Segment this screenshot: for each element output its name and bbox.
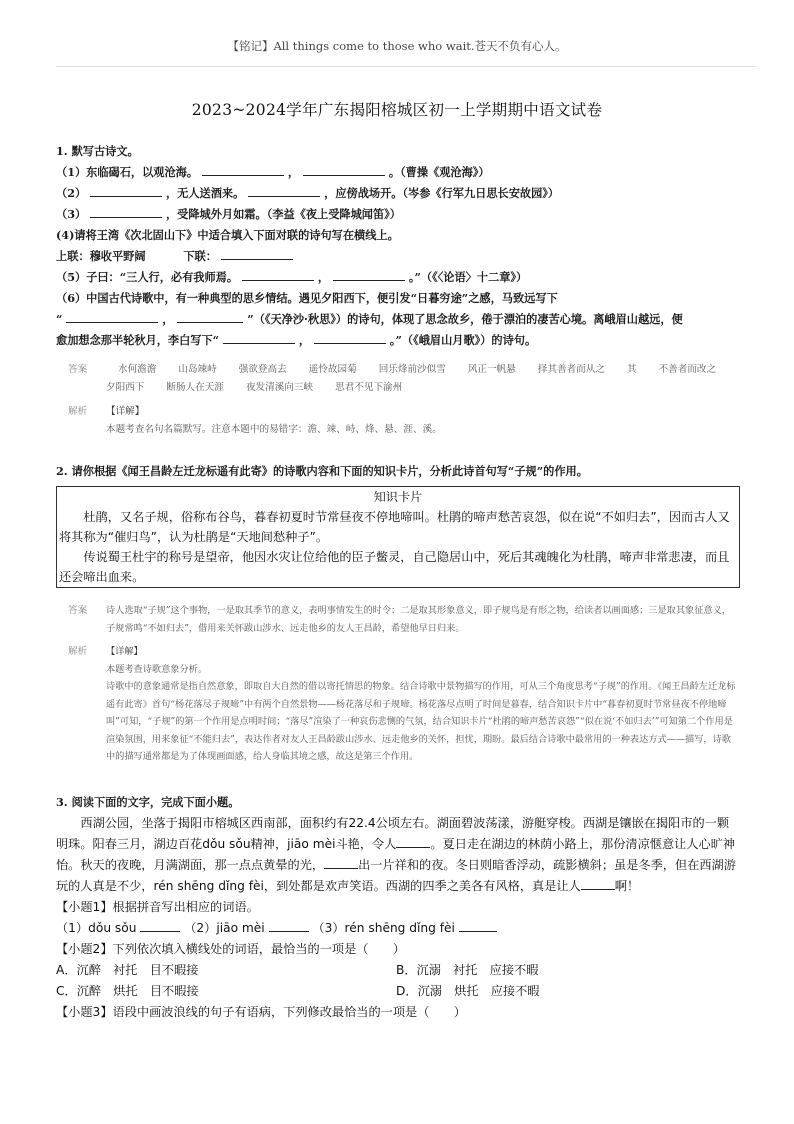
answer-blank[interactable] [303,163,385,176]
passage-part: 。夏日走在湖边的林荫小路上，那份清凉惬意让人心旷神怡。秋天的夜晚，月满湖面，那一点点黄晕的光， [56,836,736,872]
exam-content [56,141,740,1023]
answer-item: 断肠人在天涯 [166,382,224,393]
q1-item-3 [56,204,740,225]
answer-item: 思君不见下渝州 [335,382,403,393]
answer-blank[interactable] [177,310,243,323]
q1-item-1 [56,162,740,183]
q1-item-5-source: 。”（《〈论语〉十二章》） [408,270,528,284]
knowledge-card-title: 知识卡片 [373,490,423,504]
answer-blank[interactable] [140,919,180,932]
q1-item-6-source: 。”（《峨眉山月歌》）的诗句。 [389,333,537,347]
answer-item: 其 [626,364,637,375]
answer-tag: 答案 [68,605,88,616]
q3-subquestion-1: 【小题1】根据拼音写出相应的词语。 [56,899,259,914]
q3-subquestion-3: 【小题3】语段中画波浪线的句子有语病，下列修改最恰当的一项是（ ） [56,1004,466,1019]
q1-item-1-sep: ， [287,165,300,179]
analysis-tag: 解析 [68,646,88,657]
header-divider [56,66,756,67]
q1-item-6-quote: “ [56,312,63,326]
answer-blank[interactable] [248,184,320,197]
question-1 [56,141,740,439]
answer-blank[interactable] [202,163,284,176]
q1-item-6-text: ”（《天净沙·秋思》）的诗句，体现了思念故乡，倦于漂泊的凄苦心境。离峨眉山越远，便 [247,312,683,326]
answer-item: 夜发清溪向三峡 [245,382,314,393]
answer-blank[interactable] [90,205,162,218]
answer-blank[interactable] [581,877,615,890]
passage-part: 西湖公园，坐落于揭阳市榕城区西南部，面积约有22.4公顷左右。湖面碧波荡漾，游艇穿梭。西湖是镶嵌在揭阳市的一颗明珠。阳春三月，湖边百花dǒu sǒu精神，jiāo mèi斗艳，令人 [56,815,730,851]
answer-item: 回乐烽前沙似雪 [378,364,446,375]
q1-couplet [56,246,740,267]
answer-item: 山岛竦峙 [178,364,217,375]
q1-answer [56,361,740,397]
answer-blank[interactable] [396,835,430,848]
q1-item-5 [56,267,740,288]
question-3 [56,792,740,1023]
q1-item-6-end [56,330,740,351]
answer-tag: 答案 [68,364,88,375]
q3-passage [56,813,740,1023]
answer-item: 遥怜故园菊 [308,364,357,375]
q2-analysis-intro: 本题考查诗歌意象分析。 [106,663,208,675]
page-title: 2023~2024学年广东揭阳榕城区初一上学期期中语文试卷 [191,101,603,119]
q1-answer-list [106,361,740,397]
q1-item-6-text2: 愈加想念那半轮秋月，李白写下“ [56,333,220,347]
question-2 [56,461,740,766]
q1-item-2 [56,183,740,204]
q1-item-5-sep: ， [317,270,330,284]
q2-analysis [56,643,740,766]
q3-heading: 3. 阅读下面的文字，完成下面小题。 [56,794,240,809]
answer-item: 不善者而改之 [658,364,717,375]
answer-blank[interactable] [314,331,386,344]
option-a[interactable]: A．沉醉 衬托 目不暇接 [56,962,199,977]
knowledge-card [56,486,740,588]
q1-item-6: （6）中国古代诗歌中，有一种典型的思乡情结。遇见夕阳西下，便引发“日暮穷途”之感，马致远写下 [56,291,558,305]
knowledge-card-para-1: 杜鹃，又名子规，俗称布谷鸟，暮春初夏时节常昼夜不停地啼叫。杜鹃的啼声愁苦哀怨，似在说“不如归去”，因而古人又将其称为“催归鸟”，认为杜鹃是“天地间愁种子”。 [59,510,730,544]
detail-label: 【详解】 [106,406,145,417]
q1-analysis [56,403,740,439]
option-d[interactable]: D．沉溺 烘托 应接不暇 [396,983,540,998]
q1-item-6-sep2: ， [298,333,311,347]
q2-answer-text: 诗人选取“子规”这个事物，一是取其季节的意义，表明事情发生的时令；二是取其形象意义，即子规鸟是有形之物，给读者以画面感；三是取其象征意义，子规常鸣“不如归去”，借用来关怀跋山涉水、远走他乡的友人王昌龄，希望他早日归来。 [106,605,731,634]
q1-analysis-body [106,403,740,439]
q3-options-row-2 [56,981,740,1002]
q1-item-1-text: （1）东临碣石，以观沧海。 [56,165,199,179]
q2-heading: 2. 请你根据《闻王昌龄左迁龙标遥有此寄》的诗歌内容和下面的知识卡片，分析此诗首句写“子规”的作用。 [56,464,588,478]
q1-item-3-source: ，受降城外月如霜。（李益《夜上受降城闻笛》） [165,207,401,221]
q3-subquestion-2: 【小题2】下列依次填入横线处的词语，最恰当的一项是（ ） [56,941,406,956]
pinyin-item: （1）dǒu sǒu [56,920,137,935]
q1-item-4: (4)请将王湾《次北固山下》中适合填入下面对联的诗句写在横线上。 [56,228,399,242]
page-motto: 【铭记】All things come to those who wait.苍天不负有心人。 [227,39,567,53]
passage-part: 出一片祥和的夜。冬日则暗香浮动，疏影横斜；虽是冬季，但在西湖游玩的人真是不少，rén shēng dǐng fèi，到处都是欢声笑语。西湖的四季之美各有风格，真是让人 [56,857,736,893]
pinyin-item: （2）jiāo mèi [184,920,265,935]
pinyin-item: （3）rén shēng dǐng fèi [312,920,455,935]
q1-item-2-source: ，应傍战场开。（岑参《行军九日思长安故园》） [324,186,560,200]
q1-item-3-num: （3） [56,207,87,221]
answer-blank[interactable] [333,268,405,281]
knowledge-card-para-2: 传说蜀王杜宇的称号是望帝，他因水灾让位给他的臣子鳖灵，自己隐居山中，死后其魂魄化为杜鹃，啼声非常悲凄，而且还会啼出血来。 [59,550,730,584]
q2-analysis-body [106,643,740,766]
passage-part: 啊！ [614,878,640,893]
answer-blank[interactable] [221,247,293,260]
q3-passage-text [56,813,740,897]
q1-couplet-lower: 下联： [183,249,217,263]
q1-item-2-text: ，无人送酒来。 [165,186,245,200]
answer-item: 水何澹澹 [118,364,157,375]
q1-item-1-source: 。（曹操《观沧海》） [388,165,490,179]
option-b[interactable]: B．沉溺 衬托 应接不暇 [396,962,539,977]
q1-item-5-text: （5）子曰：“三人行，必有我师焉。 [56,270,239,284]
analysis-tag: 解析 [68,406,88,417]
answer-item: 夕阳西下 [106,382,145,393]
answer-blank[interactable] [324,856,358,869]
answer-blank[interactable] [66,310,158,323]
q1-analysis-text: 本题考查名句名篇默写。注意本题中的易错字：澹、竦、峙、烽、悬、涯、溪。 [106,424,442,435]
option-c[interactable]: C．沉醉 烘托 目不暇接 [56,983,199,998]
answer-blank[interactable] [459,919,497,932]
answer-item: 择其善者而从之 [537,364,605,375]
answer-blank[interactable] [269,919,309,932]
q2-analysis-text: 诗歌中的意象通常是指自然意象，即取自大自然的借以寄托情思的物象。结合诗歌中景物描写的作用，可从三个角度思考“子规”的作用。《闻王昌龄左迁龙标遥有此寄》首句“杨花落尽子规啼”中有两个自然景物——杨花落尽和子规啼。杨花落尽点明了时间是暮春，结合知识卡片中“暮春初夏时节常昼夜不停地啼叫”可知，“子规”的第一个作用是点明时间；“落尽”渲染了一种哀伤悲恻的气氛，结合知识卡片“杜鹃的啼声愁苦哀怨”“似在说‘不如归去’”可知第二个作用是渲染氛围，用来象征“不能归去”，表达作者对友人王昌龄跋山涉水、远走他乡的关怀，担忧，期盼。最后结合诗歌中最常用的一种表达方式——描写，诗歌中的描写通常都是为了体现画面感，给人身临其境之感，故这是第三个作用。 [106,681,736,762]
q1-item-6-sep: ， [162,312,174,326]
answer-blank[interactable] [242,268,314,281]
q1-heading: 1. 默写古诗文。 [56,144,139,158]
q2-answer [56,602,740,637]
q3-options-row-1 [56,960,740,981]
answer-item: 风正一帆悬 [467,364,516,375]
detail-label: 【详解】 [106,646,143,657]
q3-subquestion-1-items [56,918,740,939]
answer-blank[interactable] [90,184,162,197]
answer-item: 强欲登高去 [238,364,287,375]
q1-item-2-num: （2） [56,186,87,200]
q1-item-6-cont [56,309,740,330]
answer-blank[interactable] [223,331,295,344]
q1-couplet-upper: 上联：穆收平野阔 [56,249,146,263]
